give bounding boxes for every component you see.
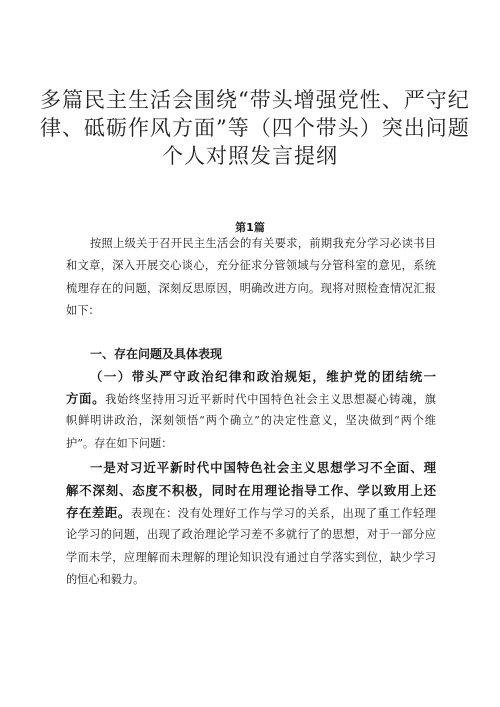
section-heading: 第1篇 — [235, 221, 265, 234]
heading-level-1: 一、存在问题及具体表现 — [90, 347, 223, 361]
point-1-text: 表现在：没有处理好工作与学习的关系，出现了重工作轻理 — [130, 507, 436, 520]
point-1-title: 一是对习近平新时代中国特色社会主义思想学习不全面、理 — [90, 460, 436, 475]
point-1-line: 论学习的问题，出现了政治理论学习差不多就行了的思想，对于一部分应 — [66, 528, 436, 542]
subsection-1-title-tail: 方面。 — [66, 391, 106, 406]
title-line: 个人对照发言提纲 — [162, 144, 338, 168]
point-1-line — [66, 502, 436, 524]
intro-paragraph — [66, 233, 436, 322]
subsection-1-line — [66, 388, 436, 410]
subsection-1-text: 我始终坚持用习近平新时代中国特色社会主义思想凝心铸魂，旗 — [105, 393, 436, 406]
subsection-1-line: 帜鲜明讲政治，深刻领悟“两个确立”的决定性意义，坚决做到“两个维 — [66, 414, 436, 428]
point-1-paragraph — [66, 456, 436, 591]
intro-line: 梳理存在的问题，深刻反思原因，明确改进方向。现将对照检查情况汇报 — [66, 281, 436, 295]
intro-line: 和文章，深入开展交心谈心，充分征求分管领域与分管科室的意见，系统 — [66, 259, 436, 273]
title-line: 律、砥砺作风方面”等（四个带头）突出问题 — [40, 116, 470, 140]
document-title — [40, 86, 470, 170]
point-1-title: 解不深刻、态度不积极，同时在用理论指导工作、学以致用上还 — [66, 483, 436, 498]
intro-line: 如下： — [66, 303, 100, 317]
subsection-1-paragraph — [66, 365, 436, 455]
point-1-title-tail: 存在差距。 — [66, 505, 131, 520]
subsection-1-line: 护”。存在如下问题： — [66, 436, 173, 450]
point-1-line: 的恒心和毅力。 — [66, 572, 145, 586]
subsection-1-title: （一）带头严守政治纪律和政治规矩，维护党的团结统一 — [90, 369, 436, 384]
title-line: 多篇民主生活会围绕“带头增强党性、严守纪 — [40, 88, 470, 112]
intro-line: 按照上级关于召开民主生活会的有关要求，前期我充分学习必读书目 — [90, 237, 436, 250]
point-1-line: 学而未学，应理解而未理解的理论知识没有通过自学落实到位，缺少学习 — [66, 550, 436, 564]
